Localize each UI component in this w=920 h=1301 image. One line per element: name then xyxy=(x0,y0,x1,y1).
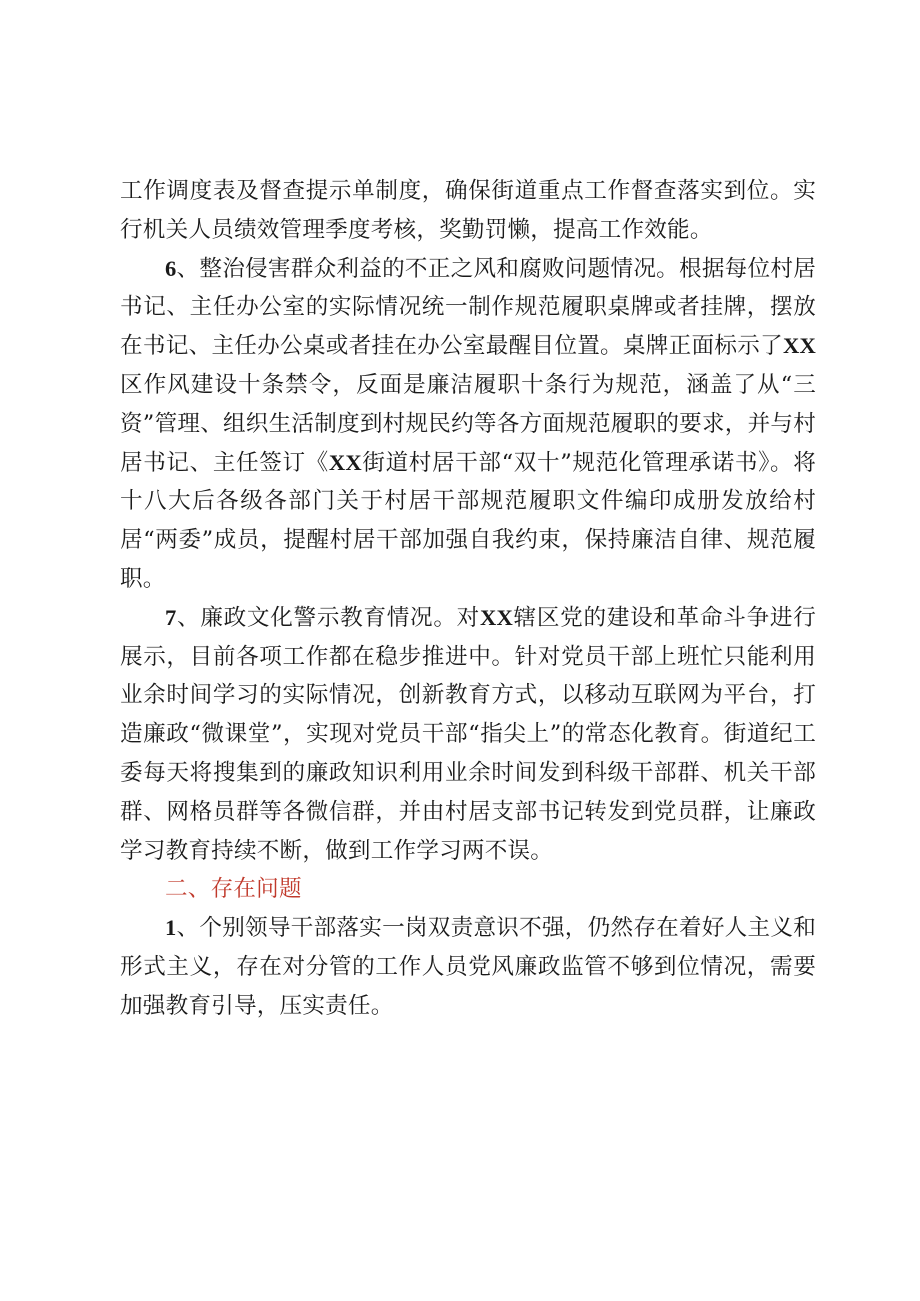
paragraph-item-6 xyxy=(120,250,816,599)
placeholder-name: XX xyxy=(328,449,362,475)
paragraph-item-7 xyxy=(120,599,816,871)
item-number: 7 xyxy=(165,604,177,630)
placeholder-name: XX xyxy=(782,333,816,359)
section-heading xyxy=(120,870,816,909)
item-number: 1 xyxy=(165,915,177,941)
paragraph-text: 、廉政文化警示教育情况。对 xyxy=(176,604,480,631)
paragraph-text: 、整治侵害群众利益的不正之风和腐败问题情况。根据每位村居书记、主任办公室的实际情况统一制作规范履职桌牌或者挂牌，摆放在书记、主任办公桌或者挂在办公室最醒目位置。桌牌正面标示了 xyxy=(120,255,816,360)
document-page xyxy=(120,172,816,1026)
paragraph-text: 区作风建设十条禁令，反面是廉洁履职十条行为规范，涵盖了从“三资”管理、组织生活制度到村规民约等各方面规范履职的要求，并与村居书记、主任签订《 xyxy=(120,371,817,476)
placeholder-name: XX xyxy=(479,604,514,630)
paragraph-continuation xyxy=(120,172,816,250)
paragraph-text: 工作调度表及督查提示单制度，确保街道重点工作督查落实到位。实行机关人员绩效管理季度考核，奖勤罚懒，提高工作效能。 xyxy=(120,178,816,243)
item-number: 6 xyxy=(165,255,177,281)
paragraph-text: 街道村居干部“双十”规范化管理承诺书》。将十八大后各级各部门关于村居干部规范履职文件编印成册发放给村居“两委”成员，提醒村居干部加强自我约束，保持廉洁自律、规范履职。 xyxy=(120,449,816,592)
paragraph-text: 、个别领导干部落实一岗双责意识不强，仍然存在着好人主义和形式主义，存在对分管的工作人员党风廉政监管不够到位情况，需要加强教育引导，压实责任。 xyxy=(120,915,816,1019)
paragraph-text: 辖区党的建设和革命斗争进行展示，目前各项工作都在稳步推进中。针对党员干部上班忙只能利用业余时间学习的实际情况，创新教育方式，以移动互联网为平台，打造廉政“微课堂”，实现对党员干部“指尖上”的常态化教育。街道纪工委每天将搜集到的廉政知识利用业余时间发到科级干部群、机关干部群、网格员群等各微信群，并由村居支部书记转发到党员群，让廉政学习教育持续不断，做到工作学习两不误。 xyxy=(120,604,816,864)
paragraph-problem-1 xyxy=(120,909,816,1025)
section-heading-text: 二、存在问题 xyxy=(165,876,302,903)
